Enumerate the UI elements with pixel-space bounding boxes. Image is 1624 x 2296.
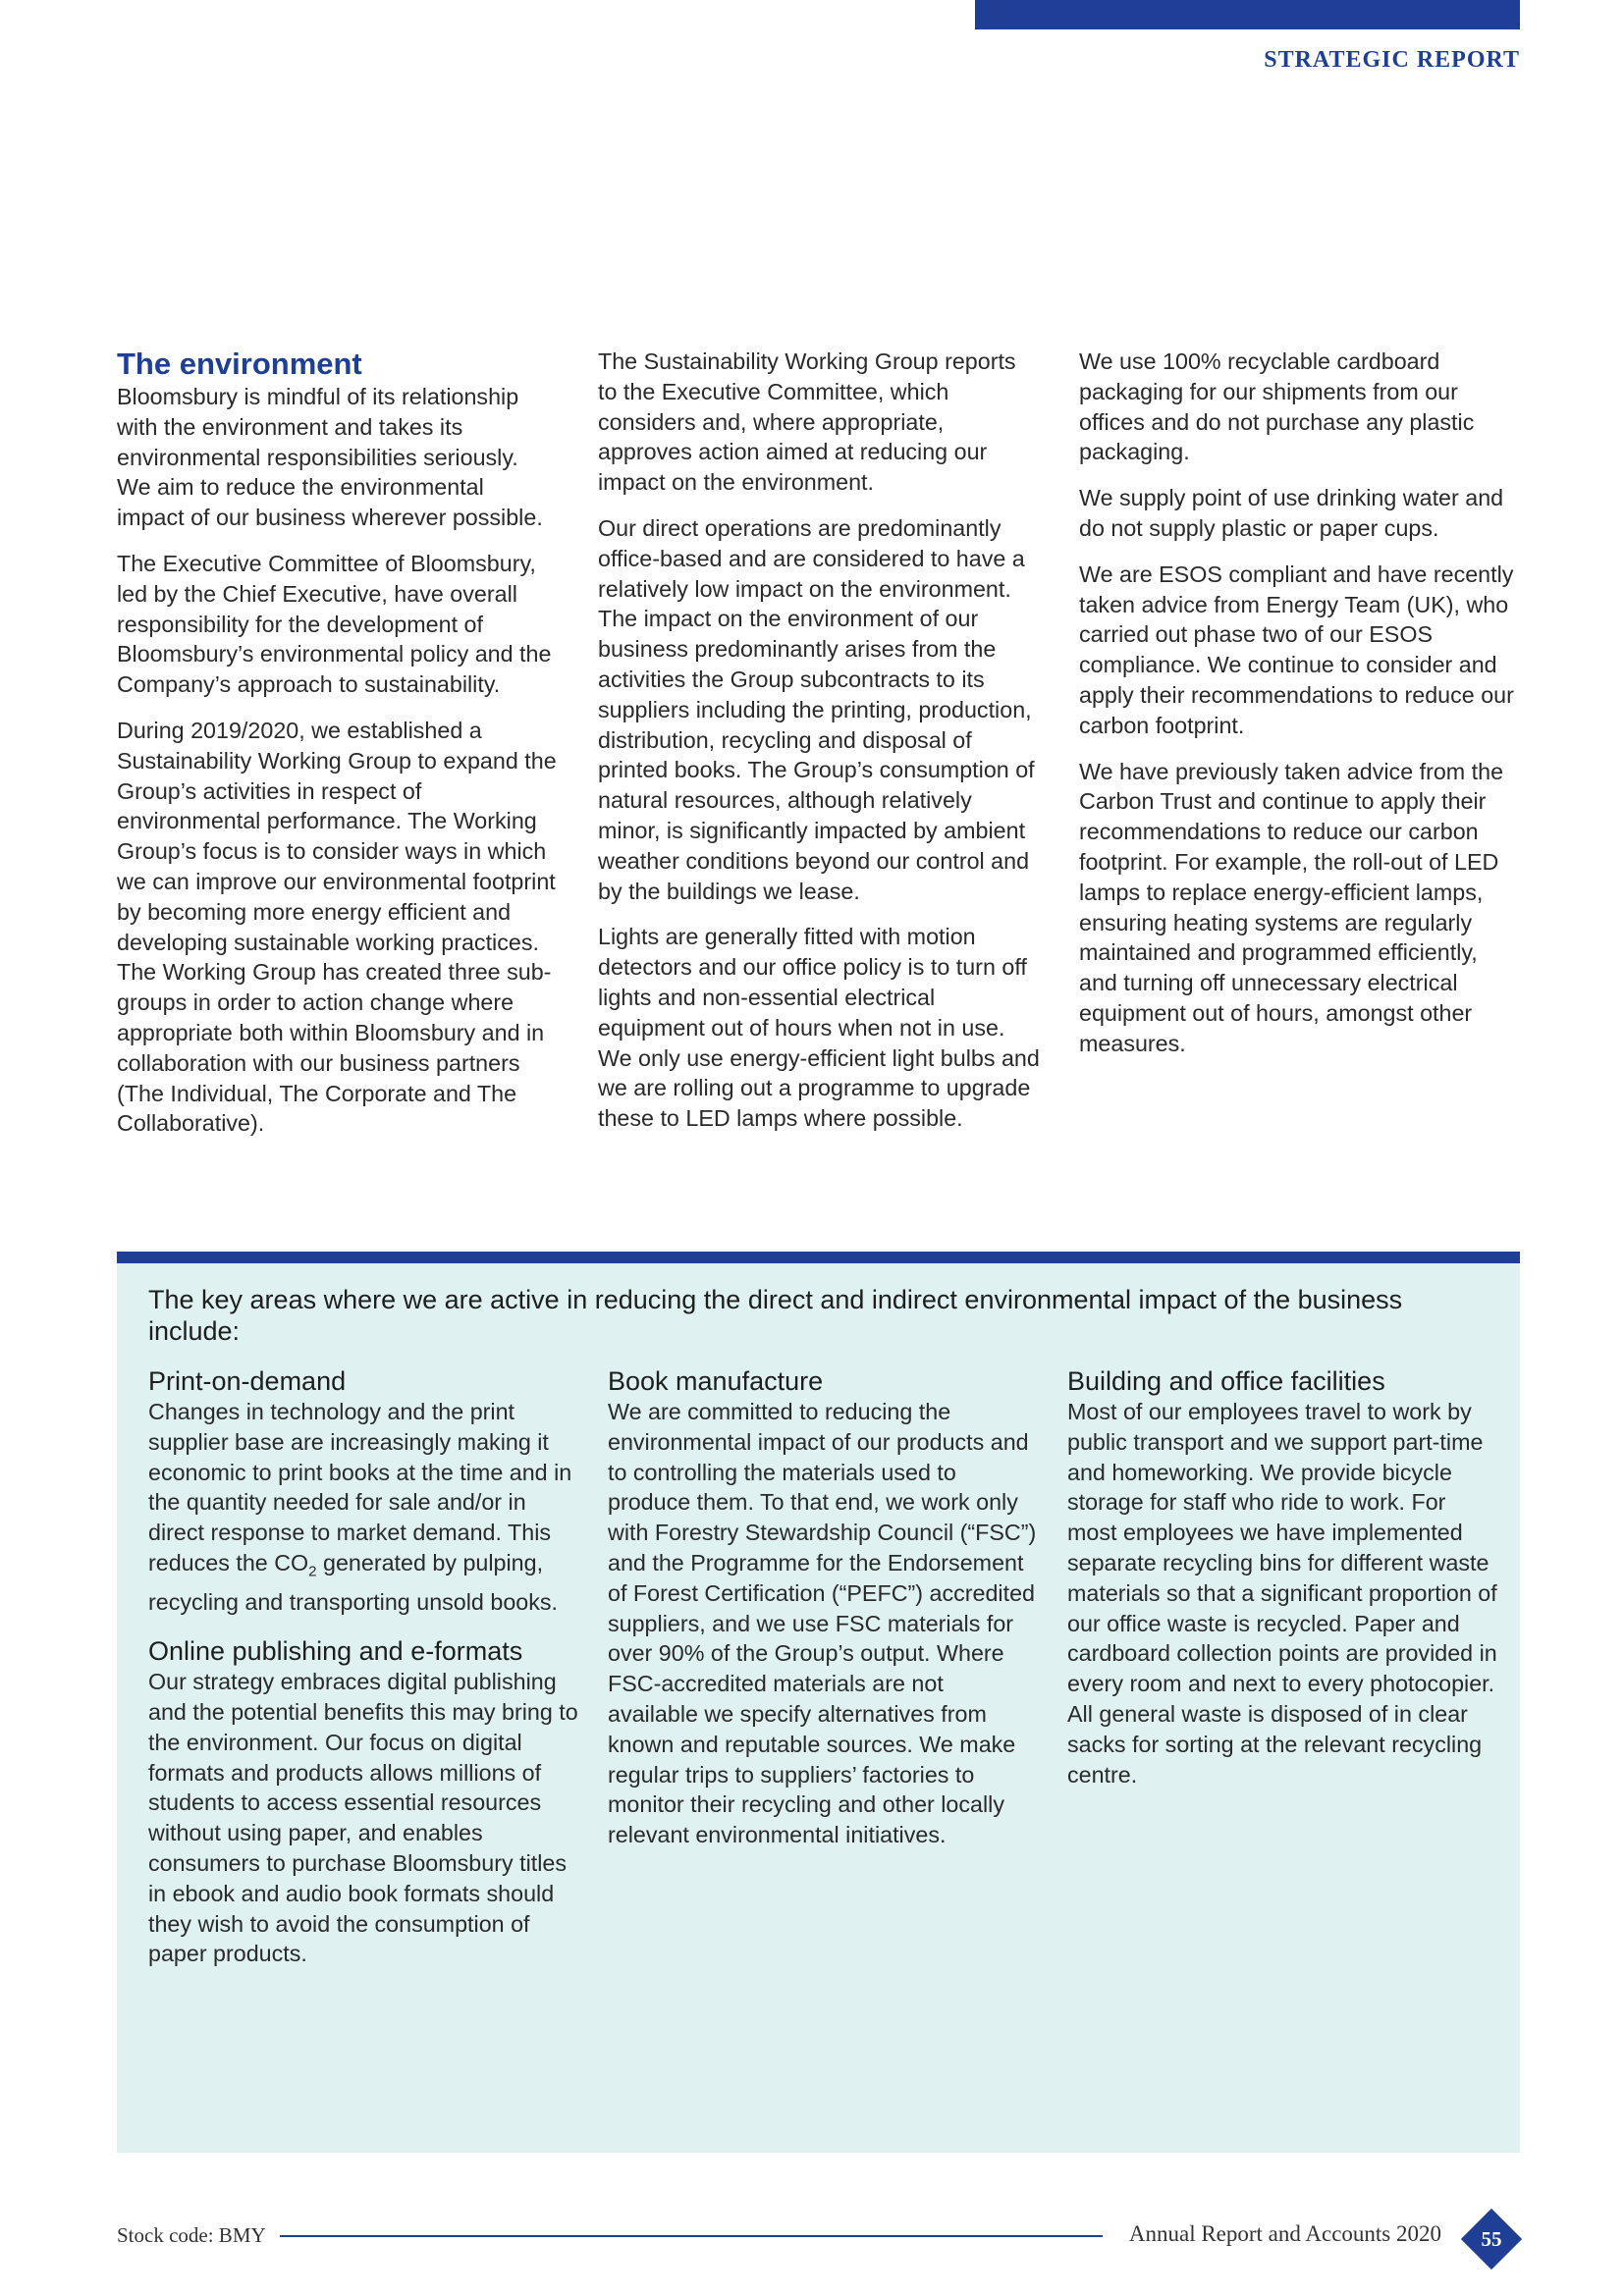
book-manufacture-text: We are committed to reducing the environmental impact of our products and to controlling the materials used to produce them. To that end, we work only with Forestry Stewardship Council (“FSC”) and the Programme for the Endorsement of Forest Certification (“PEFC”) accredited suppliers, and we use FSC materials for over 90% of the Group’s output. Where FSC-accredited materials are not available we specify alternatives from known and reputable sources. We make regular trips to suppliers’ factories to monitor their recycling and other locally relevant environmental initiatives. <box>608 1399 1037 1848</box>
online-publishing-heading: Online publishing and e-formats <box>148 1636 523 1667</box>
page-number: 55 <box>1481 2227 1502 2251</box>
key-areas-column-2 <box>608 1365 1040 1868</box>
paragraph: Lights are generally fitted with motion detectors and our office policy is to turn off lights and non-essential electrical equipment out of hours when not in use. We only use energy-efficient light bulbs and we are rolling out a programme to upgrade these to LED lamps where possible. <box>598 924 1040 1132</box>
key-areas-intro: The key areas where we are active in reducing the direct and indirect environmental impact of the business include: <box>148 1285 1403 1346</box>
book-manufacture-heading: Book manufacture <box>608 1366 824 1396</box>
building-facilities-text: Most of our employees travel to work by public transport and we support part-time and homeworking. We provide bicycle storage for staff who ride to work. For most employees we have implemented separate recycling bins for different waste materials so that a significant proportion of our office waste is recycled. Paper and cardboard collection points are provided in every room and next to every photocopier. All general waste is disposed of in clear sacks for sorting at the relevant recycling centre. <box>1067 1399 1497 1788</box>
paragraph: During 2019/2020, we established a Sustainability Working Group to expand the Group’s activities in respect of environmental performance. The Working Group’s focus is to consider ways in which we can improve our environmental footprint by becoming more energy efficient and developing sustainable working practices. The Working Group has created three sub-groups in order to action change where appropriate both within Bloomsbury and in collaboration with our business partners (The Individual, The Corporate and The Collaborative). <box>117 717 557 1137</box>
building-facilities-heading: Building and office facilities <box>1067 1366 1385 1396</box>
paragraph: Bloomsbury is mindful of its relationship with the environment and takes its environmental responsibilities seriously. We aim to reduce the environmental impact of our business wherever possible. <box>117 384 543 531</box>
paragraph: The Sustainability Working Group reports to the Executive Committee, which considers and, where appropriate, approves action aimed at reducing our impact on the environment. <box>598 348 1016 496</box>
section-label: STRATEGIC REPORT <box>1264 47 1520 73</box>
paragraph: We are ESOS compliant and have recently taken advice from Energy Team (UK), who carried out phase two of our ESOS compliance. We continue to consider and apply their recommendations to reduce our carbon footprint. <box>1079 561 1514 738</box>
environment-column-3 <box>1079 347 1519 1075</box>
text-part: generated by pulping, recycling and transporting unsold books. <box>148 1549 559 1616</box>
key-areas-top-rule <box>117 1252 1520 1263</box>
environment-column-2 <box>598 347 1040 1149</box>
environment-column-1 <box>117 347 557 1154</box>
environment-heading: The environment <box>117 347 362 381</box>
header-accent-bar <box>975 0 1520 29</box>
online-publishing-text: Our strategy embraces digital publishing and the potential benefits this may bring to the environment. Our focus on digital formats and products allows millions of students to access essential resources without using paper, and enables consumers to purchase Bloomsbury titles in ebook and audio book formats should they wish to avoid the consumption of paper products. <box>148 1669 578 1967</box>
print-on-demand-heading: Print-on-demand <box>148 1366 347 1396</box>
print-on-demand-text <box>148 1397 580 1618</box>
stock-code: Stock code: BMY <box>117 2223 266 2247</box>
paragraph: The Executive Committee of Bloomsbury, led by the Chief Executive, have overall responsibility for the development of Bloomsbury’s environmental policy and the Company’s approach to sustainability. <box>117 550 552 698</box>
paragraph: We have previously taken advice from the Carbon Trust and continue to apply their recommendations to reduce our carbon footprint. For example, the roll-out of LED lamps to replace energy-efficient lamps, ensuring heating systems are regularly maintained and programmed efficiently, and turning off unnecessary electrical equipment out of hours, amongst other measures. <box>1079 758 1504 1056</box>
key-areas-column-3 <box>1067 1365 1499 1807</box>
paragraph: We use 100% recyclable cardboard packaging for our shipments from our offices and do not purchase any plastic packaging. <box>1079 348 1475 465</box>
subscript: 2 <box>308 1563 317 1580</box>
report-title: Annual Report and Accounts 2020 <box>1128 2221 1441 2246</box>
paragraph: We supply point of use drinking water and do not supply plastic or paper cups. <box>1079 485 1504 541</box>
footer-divider <box>280 2235 1103 2237</box>
text-part: Changes in technology and the print supplier base are increasingly making it economic to print books at the time and in the quantity needed for sale and/or in direct response to market demand. This reduces the CO <box>148 1399 572 1575</box>
paragraph: Our direct operations are predominantly office-based and are considered to have a relatively low impact on the environment. The impact on the environment of our business predominantly arises from the activities the Group subcontracts to its suppliers including the printing, production, distribution, recycling and disposal of printed books. The Group’s consumption of natural resources, although relatively minor, is significantly impacted by ambient weather conditions beyond our control and by the buildings we lease. <box>598 514 1035 904</box>
key-areas-column-1 <box>148 1365 580 1987</box>
page-number-badge <box>1461 2209 1522 2269</box>
